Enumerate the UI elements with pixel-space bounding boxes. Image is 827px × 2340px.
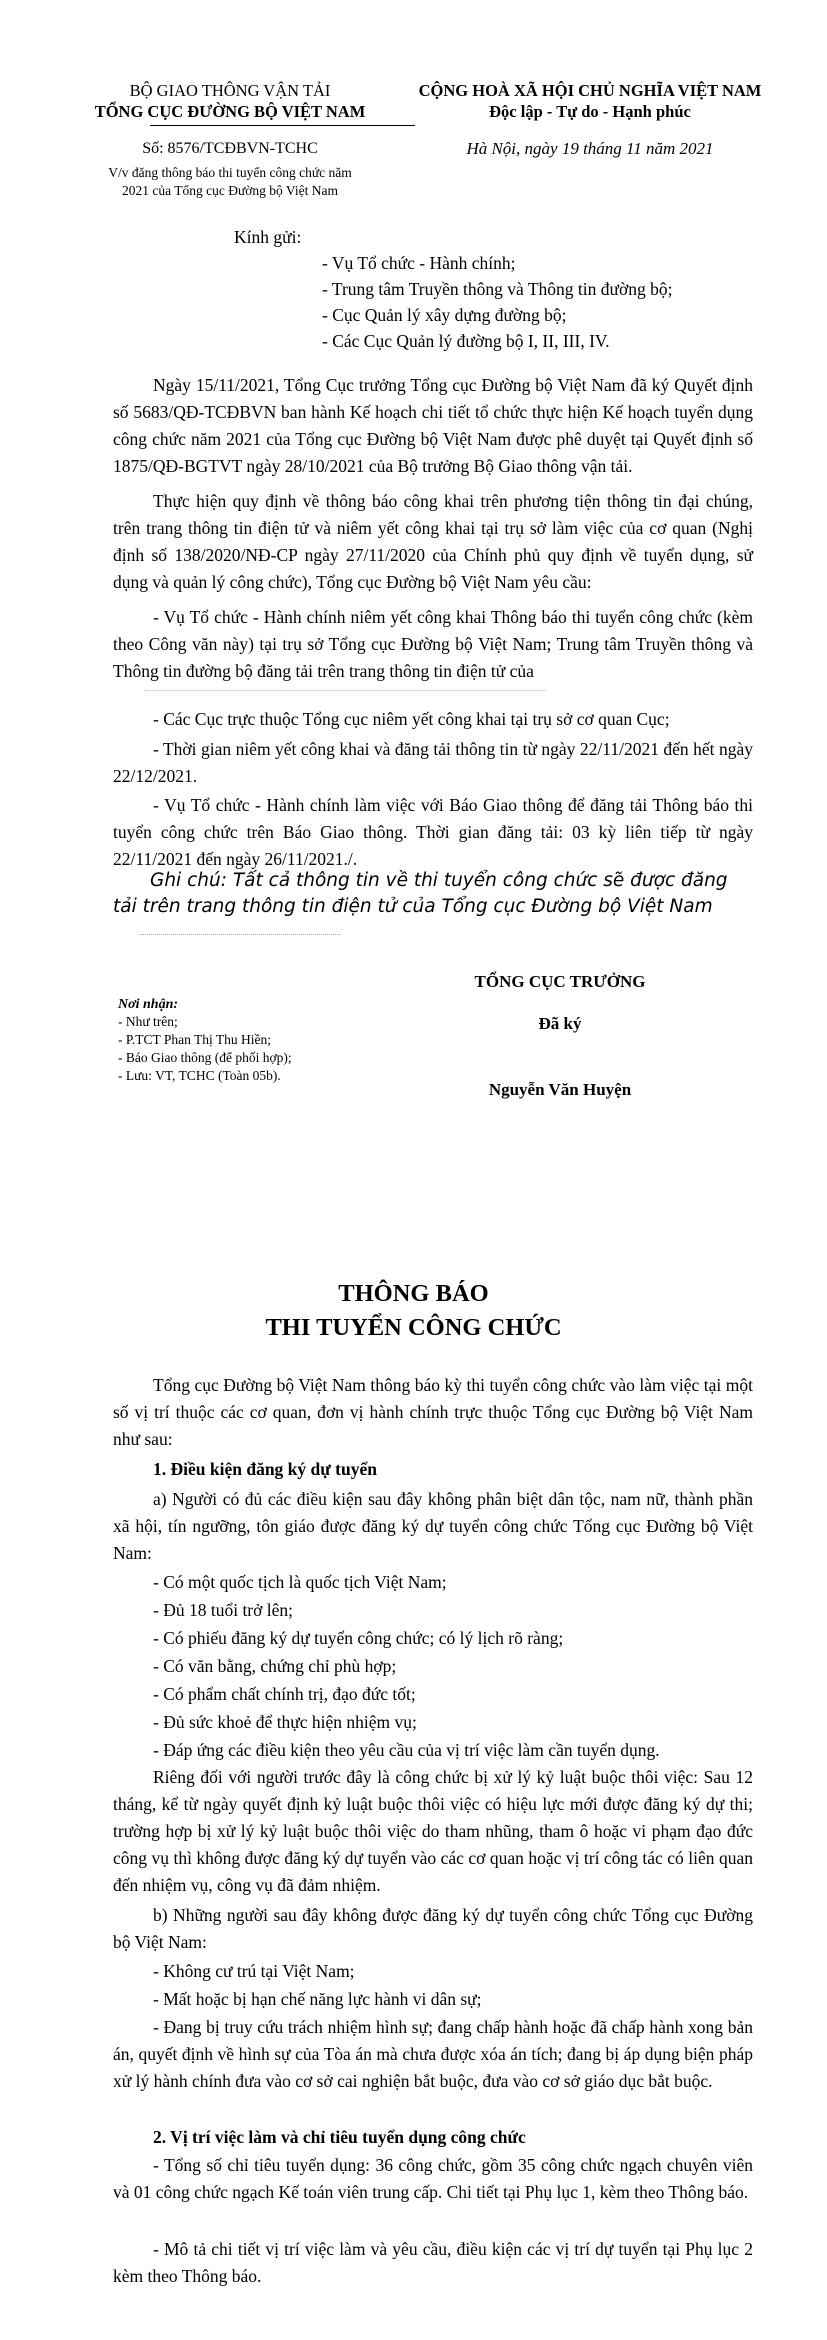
signer-title: TỔNG CỤC TRƯỞNG <box>474 972 646 991</box>
condition-item: - Có phẩm chất chính trị, đạo đức tốt; <box>153 1684 416 1704</box>
footer-recipient-item: - P.TCT Phan Thị Thu Hiền; <box>118 1032 272 1047</box>
condition-item: - Đủ sức khoẻ để thực hiện nhiệm vụ; <box>153 1712 417 1732</box>
ministry-name: BỘ GIAO THÔNG VẬN TẢI <box>129 81 331 100</box>
section-1-heading: 1. Điều kiện đăng ký dự tuyển <box>153 1459 377 1479</box>
cropped-line-artifact <box>145 690 545 693</box>
section-1-b: b) Những người sau đây không được đăng ký dự tuyển công chức Tổng cục Đường bộ Việt Nam: <box>113 1905 753 1952</box>
footer-recipient-item: - Báo Giao thông (để phối hợp); <box>118 1050 292 1065</box>
note-line-1: Ghi chú: Tất cả thông tin về thi tuyển công chức sẽ được đăng <box>150 870 728 891</box>
subject-line-1: V/v đăng thông báo thi tuyển công chức năm <box>108 165 352 180</box>
announcement-title: THÔNG BÁO <box>338 1280 489 1307</box>
recipient-item: - Vụ Tổ chức - Hành chính; <box>322 253 516 273</box>
letter-paragraph-1: Ngày 15/11/2021, Tổng Cục trưởng Tổng cục Đường bộ Việt Nam đã ký Quyết định số 5683/QĐ-TCĐBVN ban hành Kế hoạch chi tiết tổ chức thực hiện Kế hoạch tuyển dụng công chức năm 2021 của Tổng cục Đường bộ Việt Nam được phê duyệt tại Quyết định số 1875/QĐ-BGTVT ngày 28/10/2021 của Bộ trưởng Bộ Giao thông vận tải. <box>113 375 753 476</box>
letter-paragraph-3: - Vụ Tổ chức - Hành chính niêm yết công khai Thông báo thi tuyển công chức (kèm theo Công văn này) tại trụ sở Tổng cục Đường bộ Việt Nam; Trung tâm Truyền thông và Thông tin đường bộ đăng tải trên trang thông tin điện tử của <box>113 607 753 681</box>
note-line-2: tải trên trang thông tin điện tử của Tổng cục Đường bộ Việt Nam <box>113 896 713 917</box>
exclusion-item: - Mất hoặc bị hạn chế năng lực hành vi dân sự; <box>153 1989 482 2009</box>
recipient-item: - Các Cục Quản lý đường bộ I, II, III, IV. <box>322 331 610 351</box>
letter-paragraph-6: - Vụ Tổ chức - Hành chính làm việc với Báo Giao thông để đăng tải Thông báo thi tuyển công chức trên Báo Giao thông. Thời gian đăng tải: 03 kỳ liên tiếp từ ngày 22/11/2021 đến ngày 26/11/2021./. <box>113 795 753 869</box>
section-1-a: a) Người có đủ các điều kiện sau đây không phân biệt dân tộc, nam nữ, thành phần xã hội, tín ngưỡng, tôn giáo được đăng ký dự tuyển công chức Tổng cục Đường bộ Việt Nam: <box>113 1489 753 1563</box>
letter-paragraph-2: Thực hiện quy định về thông báo công khai trên phương tiện thông tin đại chúng, trên trang thông tin điện tử và niêm yết công khai tại trụ sở làm việc của cơ quan (Nghị định số 138/2020/NĐ-CP ngày 27/11/2020 của Chính phủ quy định về tuyển dụng, sử dụng và quản lý công chức), Tổng cục Đường bộ Việt Nam yêu cầu: <box>113 491 753 592</box>
signer-name: Nguyễn Văn Huyện <box>488 1080 632 1099</box>
section-1-special-case: Riêng đối với người trước đây là công chức bị xử lý kỷ luật buộc thôi việc: Sau 12 tháng, kể từ ngày quyết định kỷ luật buộc thôi việc có hiệu lực mới được đăng ký dự thi; trường hợp bị xử lý kỷ luật buộc thôi việc do tham nhũng, tham ô hoặc vi phạm đạo đức công vụ thì không được đăng ký dự tuyển vào các cơ quan hoặc vị trí công tác có liên quan đến nhiệm vụ, công vụ đã đảm nhiệm. <box>113 1767 753 1895</box>
document-number: Số: 8576/TCĐBVN-TCHC <box>142 140 318 157</box>
country-name: CỘNG HOÀ XÃ HỘI CHỦ NGHĨA VIỆT NAM <box>418 81 762 100</box>
recipients-label: Kính gửi: <box>234 227 302 247</box>
signed-status: Đã ký <box>538 1014 582 1033</box>
condition-item: - Đủ 18 tuổi trở lên; <box>153 1600 293 1620</box>
exclusion-item: - Đang bị truy cứu trách nhiệm hình sự; đang chấp hành hoặc đã chấp hành xong bản án, quyết định về hình sự của Tòa án mà chưa được xóa án tích; đang bị áp dụng biện pháp xử lý hành chính đưa vào cơ sở cai nghiện bắt buộc, đưa vào cơ sở giáo dục bắt buộc. <box>113 2017 753 2091</box>
recipient-item: - Cục Quản lý xây dựng đường bộ; <box>322 305 567 325</box>
section-2-description: - Mô tả chi tiết vị trí việc làm và yêu cầu, điều kiện các vị trí dự tuyển tại Phụ lục 2 kèm theo Thông báo. <box>113 2239 753 2286</box>
exclusion-item: - Không cư trú tại Việt Nam; <box>153 1961 355 1981</box>
footer-recipient-item: - Lưu: VT, TCHC (Toàn 05b). <box>118 1068 281 1083</box>
cropped-link-artifact <box>140 934 340 937</box>
condition-item: - Đáp ứng các điều kiện theo yêu cầu của vị trí việc làm cần tuyển dụng. <box>153 1740 660 1760</box>
footer-recipient-item: - Như trên; <box>118 1014 178 1029</box>
letter-paragraph-5: - Thời gian niêm yết công khai và đăng tải thông tin từ ngày 22/11/2021 đến hết ngày 22/12/2021. <box>113 739 753 786</box>
announcement-intro: Tổng cục Đường bộ Việt Nam thông báo kỳ thi tuyển công chức vào làm việc tại một số vị trí thuộc các cơ quan, đơn vị hành chính trực thuộc Tổng cục Đường bộ Việt Nam như sau: <box>113 1375 753 1449</box>
condition-item: - Có phiếu đăng ký dự tuyển công chức; có lý lịch rõ ràng; <box>153 1628 564 1648</box>
national-motto: Độc lập - Tự do - Hạnh phúc <box>489 102 691 121</box>
footer-recipients-label: Nơi nhận: <box>118 997 179 1012</box>
subject-line-2: 2021 của Tổng cục Đường bộ Việt Nam <box>122 183 338 198</box>
recipient-item: - Trung tâm Truyền thông và Thông tin đường bộ; <box>322 279 673 299</box>
document-date: Hà Nội, ngày 19 tháng 11 năm 2021 <box>466 139 714 158</box>
agency-underline <box>150 125 415 126</box>
condition-item: - Có văn bằng, chứng chỉ phù hợp; <box>153 1656 397 1676</box>
announcement-subtitle: THI TUYỂN CÔNG CHỨC <box>265 1314 562 1341</box>
condition-item: - Có một quốc tịch là quốc tịch Việt Nam; <box>153 1572 447 1592</box>
letter-paragraph-4: - Các Cục trực thuộc Tổng cục niêm yết công khai tại trụ sở cơ quan Cục; <box>153 709 670 729</box>
agency-name: TỔNG CỤC ĐƯỜNG BỘ VIỆT NAM <box>94 102 366 121</box>
section-2-heading: 2. Vị trí việc làm và chỉ tiêu tuyển dụng công chức <box>153 2127 526 2147</box>
section-2-quota: - Tổng số chỉ tiêu tuyển dụng: 36 công chức, gồm 35 công chức ngạch chuyên viên và 01 công chức ngạch Kế toán viên trung cấp. Chi tiết tại Phụ lục 1, kèm theo Thông báo. <box>113 2155 753 2202</box>
